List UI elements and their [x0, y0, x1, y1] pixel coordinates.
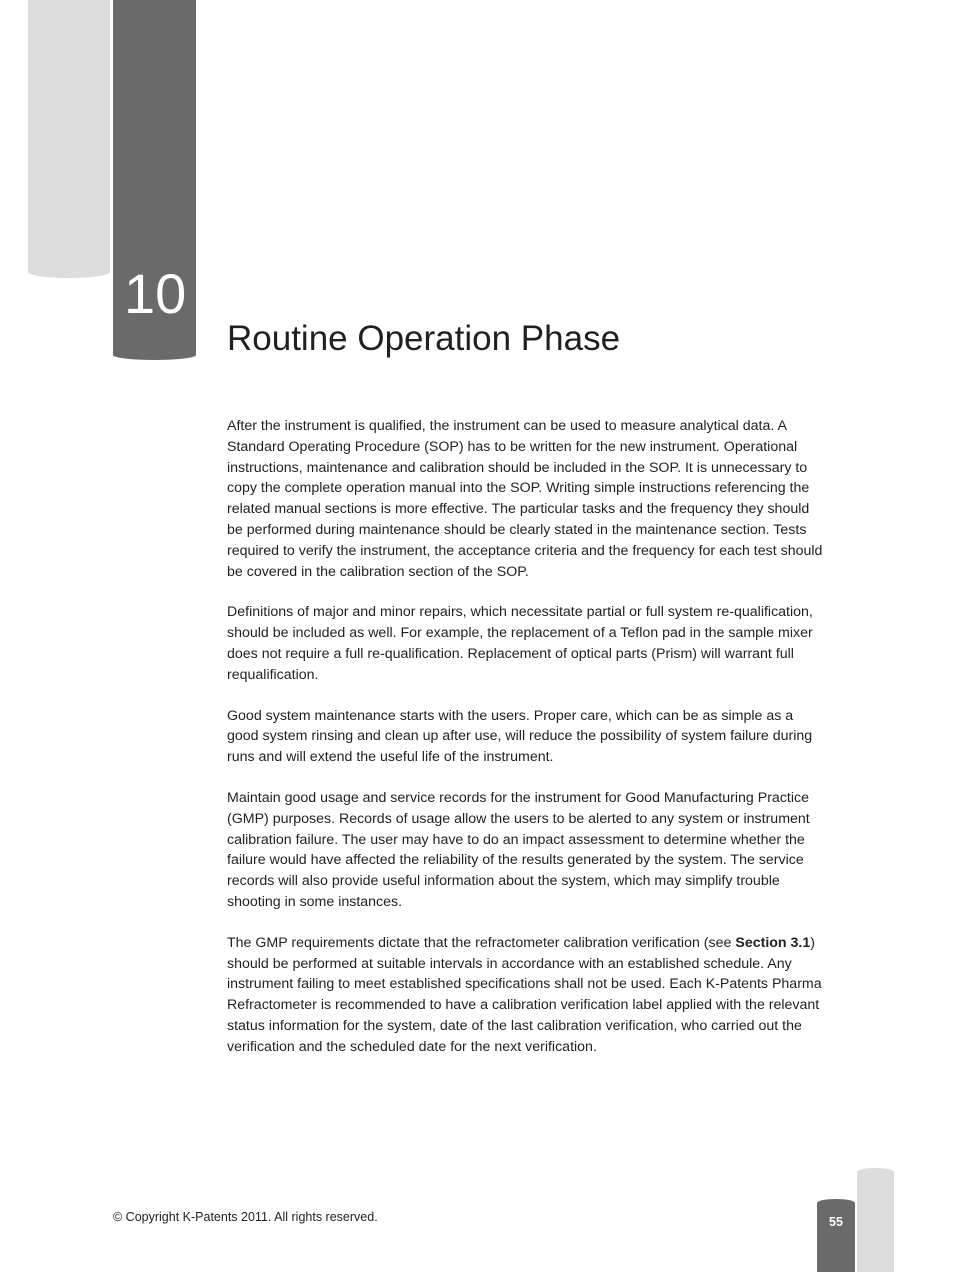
chapter-title: Routine Operation Phase: [227, 319, 621, 358]
paragraph-intro: After the instrument is qualified, the instrument can be used to measure analytical data. A Standard Operating Procedure (SOP) has to be written for the new instrument. Operational instructions, maintenance and calibration should be included in the SOP. It is unnecessary to copy the complete operation manual into the SOP. Writing simple instructions referencing the related manual sections is more effective. The particular tasks and the frequency they should be performed during maintenance should be clearly stated in the maintenance section. Tests required to verify the instrument, the acceptance criteria and the frequency for each test should be covered in the calibration section of the SOP.: [227, 418, 823, 580]
gmp-text-after: ) should be performed at suitable intervals in accordance with an established schedule. Any instrument failing to meet established specifications shall not be used. Each K-Patents Pharma Refractometer is recommended to have a calibration verification label applied with the relevant status information for the system, date of the last calibration verification, who carried out the verification and the scheduled date for the next verification.: [227, 934, 822, 1055]
paragraph-maintenance: Good system maintenance starts with the users. Proper care, which can be as simple as a good system rinsing and clean up after use, will reduce the possibility of system failure during runs and will extend the useful life of the instrument.: [227, 707, 813, 766]
chapter-number: 10: [124, 262, 187, 325]
paragraph-gmp: [227, 933, 827, 1058]
page-number-tab: [817, 1199, 855, 1272]
page-number: 55: [829, 1215, 843, 1229]
chapter-tab-light-decoration: [28, 0, 110, 278]
section-reference: Section 3.1: [735, 934, 811, 951]
page-tab-light-decoration: [857, 1168, 894, 1272]
gmp-text-before: The GMP requirements dictate that the refractometer calibration verification (see: [227, 934, 736, 951]
footer-copyright: © Copyright K-Patents 2011. All rights reserved.: [113, 1210, 378, 1224]
paragraph-records: Maintain good usage and service records for the instrument for Good Manufacturing Practice (GMP) purposes. Records of usage allow the users to be alerted to any system or instrument calibration failure. The user may have to do an impact assessment to determine whether the failure would have affected the reliability of the results generated by the system. The service records will also provide useful information about the system, which may simplify trouble shooting in some instances.: [227, 789, 810, 910]
paragraph-repairs: Definitions of major and minor repairs, which necessitate partial or full system re-qualification, should be included as well. For example, the replacement of a Teflon pad in the sample mixer does not require a full re-qualification. Replacement of optical parts (Prism) will warrant full requalification.: [227, 604, 813, 683]
chapter-body: [227, 416, 827, 1078]
